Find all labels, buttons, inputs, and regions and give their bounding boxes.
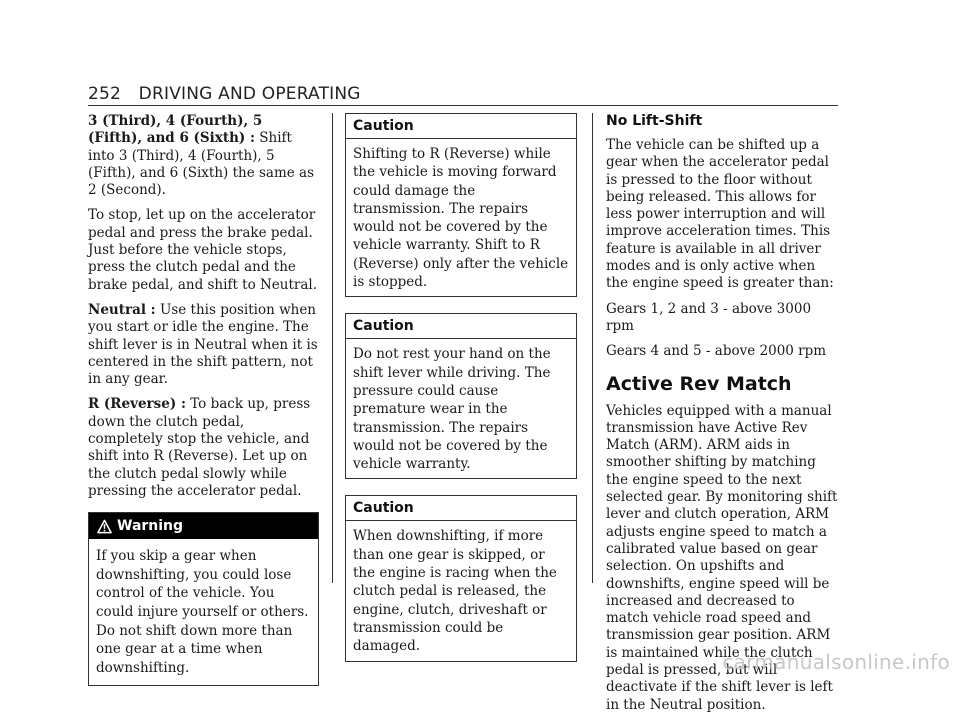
caution-header: Caution [346,314,576,339]
page-header [88,84,838,104]
term-reverse: R (Reverse) : [88,396,186,413]
caution-body [346,521,576,660]
paragraph-stop: To stop, let up on the accelerator pedal and press the brake pedal. Just before the vehicle stops, press the clutch pedal and the brake pedal, and shift to Neutral. [88,207,318,293]
caution-box [345,313,577,479]
warning-text: If you skip a gear when downshifting, you could lose control of the vehicle. You could injure yourself or others. Do not shift down more than one gear at a time when downshifting. [96,548,309,676]
warning-icon [97,519,112,534]
caution-body [346,139,576,296]
warning-title: Warning [117,518,184,535]
paragraph-gears-1-3: Gears 1, 2 and 3 - above 3000 rpm [606,300,812,334]
caution-text: Do not rest your hand on the shift lever while driving. The pressure could cause premature wear in the transmission. The repairs would not be covered by the vehicle warranty. [353,346,551,473]
warning-box [88,512,319,686]
caution-box [345,113,577,297]
caution-body [346,339,576,478]
caution-text: When downshifting, if more than one gear is skipped, or the engine is racing when the clutch pedal is released, the engine, clutch, driveshaft or transmission could be damaged. [353,528,557,655]
caution-text: Shifting to R (Reverse) while the vehicle is moving forward could damage the transmission. The repairs would not be covered by the vehicle warranty. Shift to R (Reverse) only after the vehicle is stopped. [353,146,569,291]
column-3 [606,113,838,722]
text-reverse: To back up, press down the clutch pedal, completely stop the vehicle, and shift into R (Reverse). Let up on the clutch pedal slowly while pressing the accelerator pedal. [88,396,311,499]
warning-body [89,539,318,685]
warning-header [89,513,318,539]
paragraph-no-lift-shift: The vehicle can be shifted up a gear when the accelerator pedal is pressed to the floor without being released. This allows for less power interruption and will improve acceleration times. This feature is available in all driver modes and is only active when the engine speed is greater than: [606,137,834,292]
term-neutral: Neutral : [88,301,156,318]
heading-no-lift-shift: No Lift-Shift [606,113,703,129]
section-title: DRIVING AND OPERATING [138,84,361,104]
header-rule [88,105,838,106]
term-gears-3-6: 3 (Third), 4 (Fourth), 5 (Fifth), and 6 (Sixth) : [88,113,263,147]
text-gears-3-6: Shift into 3 (Third), 4 (Fourth), 5 (Fifth), and 6 (Sixth) the same as 2 (Second). [88,130,315,199]
caution-header: Caution [346,114,576,139]
paragraph-gears-4-5: Gears 4 and 5 - above 2000 rpm [606,343,827,360]
paragraph-reverse [88,396,319,500]
paragraph-active-rev-match: Vehicles equipped with a manual transmission have Active Rev Match (ARM). ARM aids in smoother shifting by matching the engine speed to the next selected gear. By monitoring shift lever and clutch operation, ARM adjusts engine speed to match a calibrated value based on gear selection. On upshifts and downshifts, engine speed will be increased and decreased to match vehicle road speed and transmission gear position. ARM is maintained while the clutch pedal is pressed, but will deactivate if the shift lever is left in the Neutral position. [606,402,838,713]
column-divider-1 [332,113,333,583]
column-1 [88,113,319,702]
caution-header: Caution [346,496,576,521]
paragraph-gears-3-6 [88,113,319,199]
column-divider-2 [592,113,593,583]
paragraph-neutral [88,302,319,388]
heading-active-rev-match: Active Rev Match [606,372,792,395]
page-number: 252 [88,84,122,104]
caution-box [345,495,577,661]
watermark: carmanualsonline.info [722,650,950,674]
column-2 [345,113,577,678]
text-neutral: Use this position when you start or idle the engine. The shift lever is in Neutral when it is centered in the shift pattern, not in any gear. [88,301,318,388]
